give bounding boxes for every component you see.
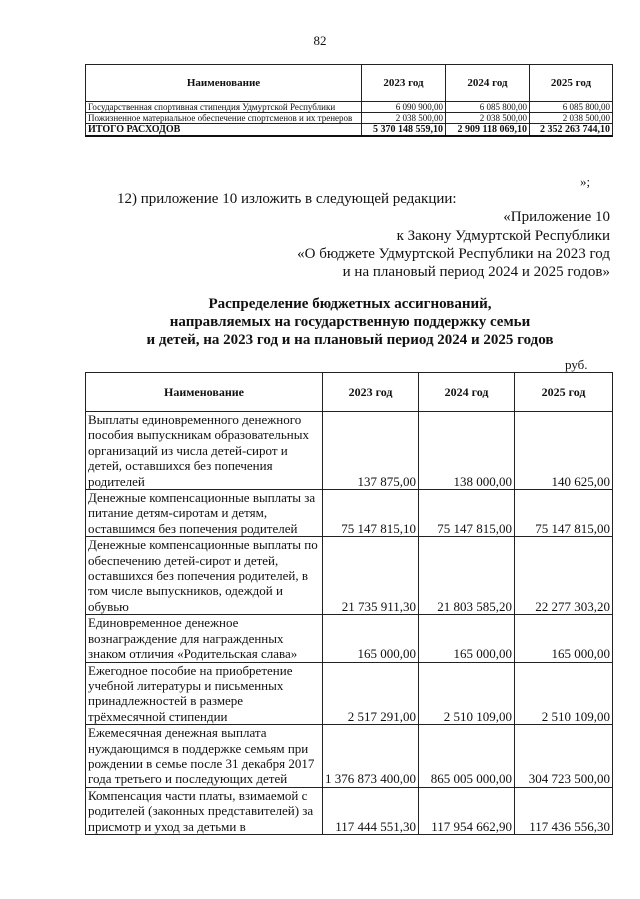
value-2025: 117 436 556,30 xyxy=(515,787,613,834)
value-2023: 6 090 900,00 xyxy=(362,102,446,113)
col-2024-header: 2024 год xyxy=(419,373,515,412)
amendment-instruction: 12) приложение 10 изложить в следующей редакции: xyxy=(117,191,457,207)
table-row xyxy=(86,725,613,788)
value-2023: 2 517 291,00 xyxy=(323,662,419,725)
col-2025-header: 2025 год xyxy=(515,373,613,412)
col-name-header: Наименование xyxy=(86,65,362,102)
page-number: 82 xyxy=(313,33,327,48)
row-name: Компенсация части платы, взимаемой с родителей (законных представителей) за присмотр и уход за детьми в xyxy=(86,787,323,834)
col-2024-header: 2024 год xyxy=(446,65,530,102)
value-2025: 304 723 500,00 xyxy=(515,725,613,788)
col-2023-header: 2023 год xyxy=(323,373,419,412)
table-header-row xyxy=(86,65,613,102)
row-name: Государственная спортивная стипендия Удмуртской Республики xyxy=(86,102,362,113)
value-2025: 2 038 500,00 xyxy=(530,113,613,124)
table-row xyxy=(86,662,613,725)
value-2025: 165 000,00 xyxy=(515,615,613,662)
appendix-line-2: к Закону Удмуртской Республики xyxy=(396,228,610,244)
row-name: ИТОГО РАСХОДОВ xyxy=(86,124,362,137)
row-name: Единовременное денежное вознаграждение для награжденных знаком отличия «Родительская слава» xyxy=(86,615,323,662)
value-2024: 2 038 500,00 xyxy=(446,113,530,124)
col-name-header: Наименование xyxy=(86,373,323,412)
value-2025: 75 147 815,00 xyxy=(515,490,613,537)
value-2023: 137 875,00 xyxy=(323,412,419,490)
value-2023: 1 376 873 400,00 xyxy=(323,725,419,788)
total-row xyxy=(86,124,613,137)
value-2023: 2 038 500,00 xyxy=(362,113,446,124)
value-2024: 75 147 815,00 xyxy=(419,490,515,537)
value-2024: 117 954 662,90 xyxy=(419,787,515,834)
value-2024: 138 000,00 xyxy=(419,412,515,490)
title-line-3: и детей, на 2023 год и на плановый период 2024 и 2025 годов xyxy=(146,332,554,348)
expenses-table xyxy=(85,64,613,137)
table-row xyxy=(86,615,613,662)
currency-label: руб. xyxy=(565,357,588,372)
value-2024: 865 005 000,00 xyxy=(419,725,515,788)
col-2025-header: 2025 год xyxy=(530,65,613,102)
value-2025: 140 625,00 xyxy=(515,412,613,490)
value-2024: 165 000,00 xyxy=(419,615,515,662)
closing-quote: »; xyxy=(580,174,591,189)
value-2023: 165 000,00 xyxy=(323,615,419,662)
table-row xyxy=(86,537,613,615)
title-line-2: направляемых на государственную поддержку семьи xyxy=(169,314,531,330)
title-line-1: Распределение бюджетных ассигнований, xyxy=(208,296,492,312)
table-header-row xyxy=(86,373,613,412)
value-2025: 22 277 303,20 xyxy=(515,537,613,615)
value-2025: 6 085 800,00 xyxy=(530,102,613,113)
row-name: Денежные компенсационные выплаты по обеспечению детей-сирот и детей, оставшихся без попечения родителей, в том числе выпускников, одеждой и обувью xyxy=(86,537,323,615)
value-2025: 2 510 109,00 xyxy=(515,662,613,725)
table-row xyxy=(86,102,613,113)
value-2024: 21 803 585,20 xyxy=(419,537,515,615)
col-2023-header: 2023 год xyxy=(362,65,446,102)
table-row xyxy=(86,412,613,490)
value-2023: 5 370 148 559,10 xyxy=(362,124,446,137)
row-name: Выплаты единовременного денежного пособия выпускникам образовательных организаций из числа детей-сирот и детей, оставшихся без попечения родителей xyxy=(86,412,323,490)
value-2025: 2 352 263 744,10 xyxy=(530,124,613,137)
row-name: Денежные компенсационные выплаты за питание детям-сиротам и детям, оставшимся без попечения родителей xyxy=(86,490,323,537)
row-name: Пожизненное материальное обеспечение спортсменов и их тренеров xyxy=(86,113,362,124)
value-2023: 21 735 911,30 xyxy=(323,537,419,615)
table-row xyxy=(86,490,613,537)
appendix-line-4: и на плановый период 2024 и 2025 годов» xyxy=(342,264,610,280)
family-support-table xyxy=(85,372,613,835)
appendix-line-1: «Приложение 10 xyxy=(503,209,610,225)
value-2024: 6 085 800,00 xyxy=(446,102,530,113)
table-row xyxy=(86,787,613,834)
value-2023: 117 444 551,30 xyxy=(323,787,419,834)
appendix-line-3: «О бюджете Удмуртской Республики на 2023 год xyxy=(297,246,610,262)
row-name: Ежегодное пособие на приобретение учебной литературы и письменных принадлежностей в размере трёхмесячной стипендии xyxy=(86,662,323,725)
row-name: Ежемесячная денежная выплата нуждающимся в поддержке семьям при рождении в семье после 31 декабря 2017 года третьего и последующих детей xyxy=(86,725,323,788)
value-2023: 75 147 815,10 xyxy=(323,490,419,537)
value-2024: 2 510 109,00 xyxy=(419,662,515,725)
table-row xyxy=(86,113,613,124)
value-2024: 2 909 118 069,10 xyxy=(446,124,530,137)
